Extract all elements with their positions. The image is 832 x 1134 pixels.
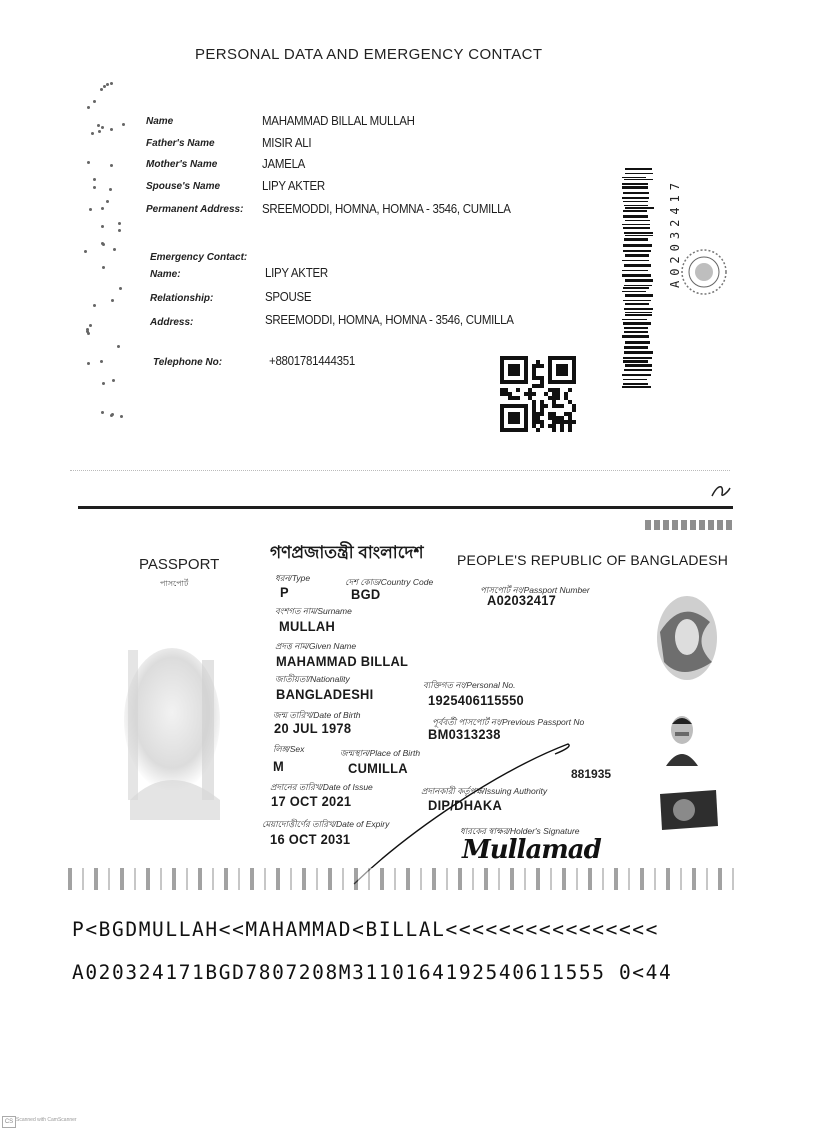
perforation-dot [93, 100, 96, 103]
perforation-dot [120, 415, 123, 418]
perforation-dot [106, 200, 109, 203]
holder-photo-image [110, 640, 230, 820]
perforation-dot [84, 250, 87, 253]
surname-value: MULLAH [279, 618, 336, 634]
perforation-dot [110, 164, 113, 167]
perforation-dot [118, 229, 121, 232]
perforation-dot [101, 207, 104, 210]
mrz-line-2: A020324171BGD7807208M3110164192540611555 0<44 [72, 961, 673, 984]
nationality-value: BANGLADESHI [276, 686, 374, 702]
spouse-label: Spouse's Name [146, 181, 221, 192]
perforation-dot [109, 188, 112, 191]
perforation-dot [111, 413, 114, 416]
country-name: PEOPLE'S REPUBLIC OF BANGLADESH [457, 552, 729, 568]
perforation-dot [103, 85, 106, 88]
expiry-value: 16 OCT 2031 [270, 831, 351, 847]
perforation-dot [87, 362, 90, 365]
spouse-value: LIPY AKTER [262, 179, 325, 193]
type-label: ধরন/Type [275, 573, 311, 583]
perforation-dot [93, 186, 96, 189]
holder-signature: Mullamad [462, 835, 601, 865]
given-name-label: প্রদত্ত নাম/Given Name [275, 641, 357, 651]
pob-label: জন্মস্থান/Place of Birth [340, 748, 421, 758]
sex-label: লিঙ্গ/Sex [273, 744, 305, 754]
serial-number: 881935 [571, 767, 612, 781]
flag-hologram-image [656, 788, 722, 832]
perforation-dot [111, 299, 114, 302]
dob-value: 20 JUL 1978 [274, 720, 352, 736]
perforation-dot [102, 266, 105, 269]
prev-passport-value: BM0313238 [428, 726, 501, 742]
prev-passport-label: পূর্ববর্তী পাসপোর্ট নং/Previous Passport No [432, 717, 585, 727]
qr-code-image [500, 356, 576, 432]
perforation-dot [117, 345, 120, 348]
scanner-logo-icon: CS [2, 1116, 16, 1128]
perforation-dot [106, 83, 109, 86]
passport-title: PASSPORT [139, 556, 220, 573]
country-code-label: দেশ কোড/Country Code [345, 577, 434, 587]
personal-no-label: ব্যক্তিগত নং/Personal No. [423, 680, 516, 690]
perforation-dot [93, 178, 96, 181]
perforation-dot [87, 161, 90, 164]
perforation-dot [101, 411, 104, 414]
perforation-dot [118, 222, 121, 225]
father-label: Father's Name [146, 138, 215, 149]
perforation-dot [100, 88, 103, 91]
top-edge-marks [645, 520, 733, 530]
name-value: MAHAMMAD BILLAL MULLAH [262, 114, 415, 128]
page-title: PERSONAL DATA AND EMERGENCY CONTACT [195, 46, 543, 63]
mother-label: Mother's Name [146, 159, 218, 170]
perforation-dot [91, 132, 94, 135]
telephone-value: +8801781444351 [269, 354, 356, 368]
perforation-dot [102, 243, 105, 246]
given-name-value: MAHAMMAD BILLAL [276, 653, 409, 669]
issue-date-value: 17 OCT 2021 [271, 793, 352, 809]
telephone-label: Telephone No: [153, 357, 223, 368]
perforation-pattern [80, 80, 132, 440]
type-value: P [280, 584, 289, 600]
perforation-dot [101, 126, 104, 129]
perforation-dot [122, 123, 125, 126]
country-code-value: BGD [351, 586, 381, 602]
emergency-name-value: LIPY AKTER [265, 266, 328, 280]
emergency-address-label: Address: [150, 317, 194, 328]
address-label: Permanent Address: [146, 204, 244, 215]
perforation-dot [89, 324, 92, 327]
perforation-dot [101, 225, 104, 228]
mother-value: JAMELA [262, 157, 306, 171]
vertical-barcode [620, 168, 654, 390]
perforation-dot [87, 106, 90, 109]
signature-label: ধারকের স্বাক্ষর/Holder's Signature [460, 826, 580, 836]
surname-label: বংশগত নাম/Surname [275, 606, 352, 616]
issue-date-label: প্রদানের তারিখ/Date of Issue [270, 782, 373, 792]
page-separator [70, 470, 730, 472]
passport-no-label: পাসপোর্ট নং/Passport Number [480, 585, 590, 595]
emergency-address-value: SREEMODDI, HOMNA, HOMNA - 3546, CUMILLA [265, 313, 514, 327]
curl-mark-icon [710, 482, 732, 500]
perforation-dot [87, 332, 90, 335]
page-divider [78, 506, 733, 509]
perforation-dot [119, 287, 122, 290]
perforation-dot [89, 208, 92, 211]
perforation-dot [93, 304, 96, 307]
relationship-label: Relationship: [150, 293, 214, 304]
nationality-label: জাতীয়তা/Nationality [275, 674, 350, 684]
perforation-dot [110, 82, 113, 85]
ghost-photo-small [664, 710, 700, 766]
passport-no-value: A02032417 [487, 592, 557, 608]
authority-value: DIP/DHAKA [428, 797, 503, 813]
mrz-line-1: P<BGDMULLAH<<MAHAMMAD<BILLAL<<<<<<<<<<<<<<<< [72, 918, 659, 941]
father-value: MISIR ALI [262, 136, 312, 150]
perforation-dot [112, 379, 115, 382]
sex-value: M [273, 758, 285, 774]
perforation-dot [113, 248, 116, 251]
perforation-dot [97, 124, 100, 127]
authority-label: প্রদানকারী কর্তৃপক্ষ/Issuing Authority [421, 786, 548, 796]
pob-value: CUMILLA [348, 760, 408, 776]
emergency-heading: Emergency Contact: [150, 252, 248, 263]
personal-no-value: 1925406115550 [428, 692, 525, 708]
ghost-image-oval [652, 592, 722, 684]
address-value: SREEMODDI, HOMNA, HOMNA - 3546, CUMILLA [262, 202, 511, 216]
emergency-name-label: Name: [150, 269, 181, 280]
security-strip [68, 868, 736, 890]
perforation-dot [98, 130, 101, 133]
name-label: Name [146, 116, 174, 127]
relationship-value: SPOUSE [265, 290, 312, 304]
perforation-dot [102, 382, 105, 385]
perforation-dot [110, 128, 113, 131]
perforation-dot [100, 360, 103, 363]
passport-title-bn: পাসপোর্ট [160, 579, 189, 588]
dob-label: জন্ম তারিখ/Date of Birth [273, 710, 361, 720]
country-name-bn: গণপ্রজাতন্ত্রী বাংলাদেশ [270, 543, 424, 562]
barcode-number: A02032417 [668, 178, 682, 289]
scanner-watermark: Scanned with CamScanner [16, 1117, 77, 1123]
seal-emblem-icon [680, 248, 728, 296]
expiry-label: মেয়াদোত্তীর্ণের তারিখ/Date of Expiry [262, 819, 390, 829]
